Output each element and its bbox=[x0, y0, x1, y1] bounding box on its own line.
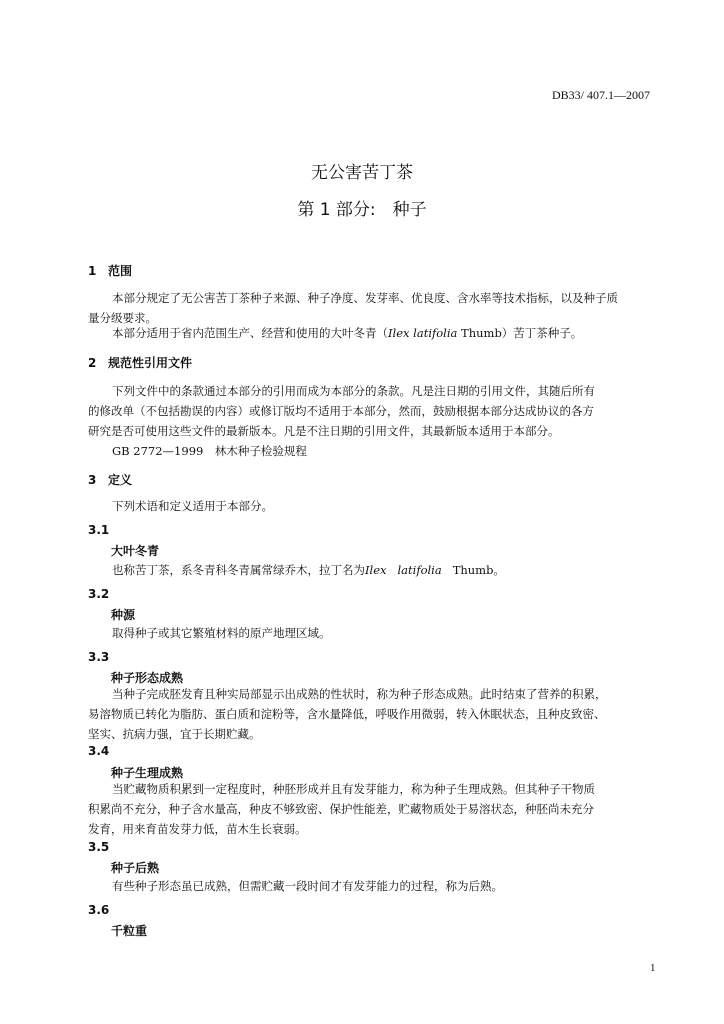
text-line: 当种子完成胚发育且种实局部显示出成熟的性状时，称为种子形态成熟。此时结束了营养的积累， bbox=[112, 687, 607, 701]
term-name: 种子生理成熟 bbox=[111, 766, 184, 780]
term-name: 种子后熟 bbox=[111, 861, 160, 875]
reference-item: GB 2772—1999 林木种子检验规程 bbox=[112, 444, 307, 458]
section-number: 1 bbox=[88, 264, 97, 278]
text-segment: 本部分适用于省内范围生产、经营和使用的大叶冬青（ bbox=[112, 326, 388, 340]
text-line: 当贮藏物质积累到一定程度时，种胚形成并且有发芽能力，称为种子生理成熟。但其种子干物质 bbox=[112, 782, 595, 796]
page-number: 1 bbox=[650, 962, 656, 974]
term-name: 种源 bbox=[111, 608, 136, 622]
text-segment: Thumb。 bbox=[452, 563, 505, 577]
text-line: 发育，用来育苗发芽力低，苗木生长衰弱。 bbox=[88, 822, 307, 836]
latin-name: Ilex bbox=[365, 563, 387, 577]
term-definition bbox=[88, 623, 331, 643]
section-heading-scope bbox=[88, 262, 132, 279]
text-line: 有些种子形态虽已成熟，但需贮藏一段时间才有发芽能力的过程，称为后熟。 bbox=[112, 879, 503, 893]
scope-paragraph-1 bbox=[88, 288, 618, 328]
term-definition bbox=[88, 684, 607, 744]
term-definition bbox=[88, 779, 595, 839]
text-line bbox=[88, 323, 582, 343]
text-line: 下列文件中的条款通过本部分的引用而成为本部分的条款。凡是注日期的引用文件，其随后所有 bbox=[112, 384, 595, 398]
text-line: 研究是否可使用这些文件的最新版本。凡是不注日期的引用文件，其最新版本适用于本部分。 bbox=[88, 424, 560, 438]
section-heading-normative bbox=[88, 354, 192, 371]
text-line: 坚实、抗病力强，宜于长期贮藏。 bbox=[88, 727, 261, 741]
scope-paragraph-2 bbox=[88, 323, 582, 343]
latin-name: Ilex latifolia bbox=[388, 326, 458, 340]
term-name: 种子形态成熟 bbox=[111, 671, 184, 685]
normative-paragraph bbox=[88, 381, 595, 461]
term-definition bbox=[88, 560, 505, 580]
section-title: 范围 bbox=[108, 264, 133, 278]
document-title: 无公害苦丁茶 bbox=[311, 163, 413, 183]
standard-code: DB33/ 407.1—2007 bbox=[552, 88, 651, 102]
text-line: 易溶物质已转化为脂肪、蛋白质和淀粉等，含水量降低，呼吸作用微弱，转入休眠状态，且种皮致密、 bbox=[88, 707, 606, 721]
text-line: 积累尚不充分，种子含水量高，种皮不够致密、保护性能差，贮藏物质处于易溶状态，种胚尚未充分 bbox=[88, 802, 594, 816]
term-number: 3.4 bbox=[88, 744, 110, 758]
term-number: 3.3 bbox=[88, 650, 110, 664]
term-number: 3.6 bbox=[88, 903, 110, 917]
text-line: 取得种子或其它繁殖材料的原产地理区域。 bbox=[112, 626, 331, 640]
part-title: 第 1 部分: 种子 bbox=[297, 200, 427, 220]
term-definition bbox=[88, 876, 503, 896]
term-name: 千粒重 bbox=[111, 924, 148, 938]
term-number: 3.5 bbox=[88, 840, 110, 854]
section-number: 3 bbox=[88, 473, 97, 487]
text-line bbox=[88, 560, 505, 580]
text-line: 的修改单（不包括勘误的内容）或修订版均不适用于本部分，然而，鼓励根据本部分达成协议的各方 bbox=[88, 404, 594, 418]
term-number: 3.2 bbox=[88, 587, 110, 601]
section-number: 2 bbox=[88, 356, 97, 370]
text-segment: Thumb）苦丁茶种子。 bbox=[457, 326, 583, 340]
text-line: 量分级要求。 bbox=[88, 311, 157, 325]
latin-name: latifolia bbox=[397, 563, 442, 577]
term-number: 3.1 bbox=[88, 523, 110, 537]
section-title: 定义 bbox=[108, 473, 133, 487]
section-title: 规范性引用文件 bbox=[108, 356, 193, 370]
text-line: 下列术语和定义适用于本部分。 bbox=[112, 499, 273, 513]
text-line: 本部分规定了无公害苦丁茶种子来源、种子净度、发芽率、优良度、含水率等技术指标，以及种子质 bbox=[112, 291, 618, 305]
definitions-intro bbox=[88, 496, 273, 516]
section-heading-definitions bbox=[88, 471, 132, 488]
term-name: 大叶冬青 bbox=[111, 544, 160, 558]
text-segment: 也称苦丁茶，系冬青科冬青属常绿乔木，拉丁名为 bbox=[112, 563, 365, 577]
